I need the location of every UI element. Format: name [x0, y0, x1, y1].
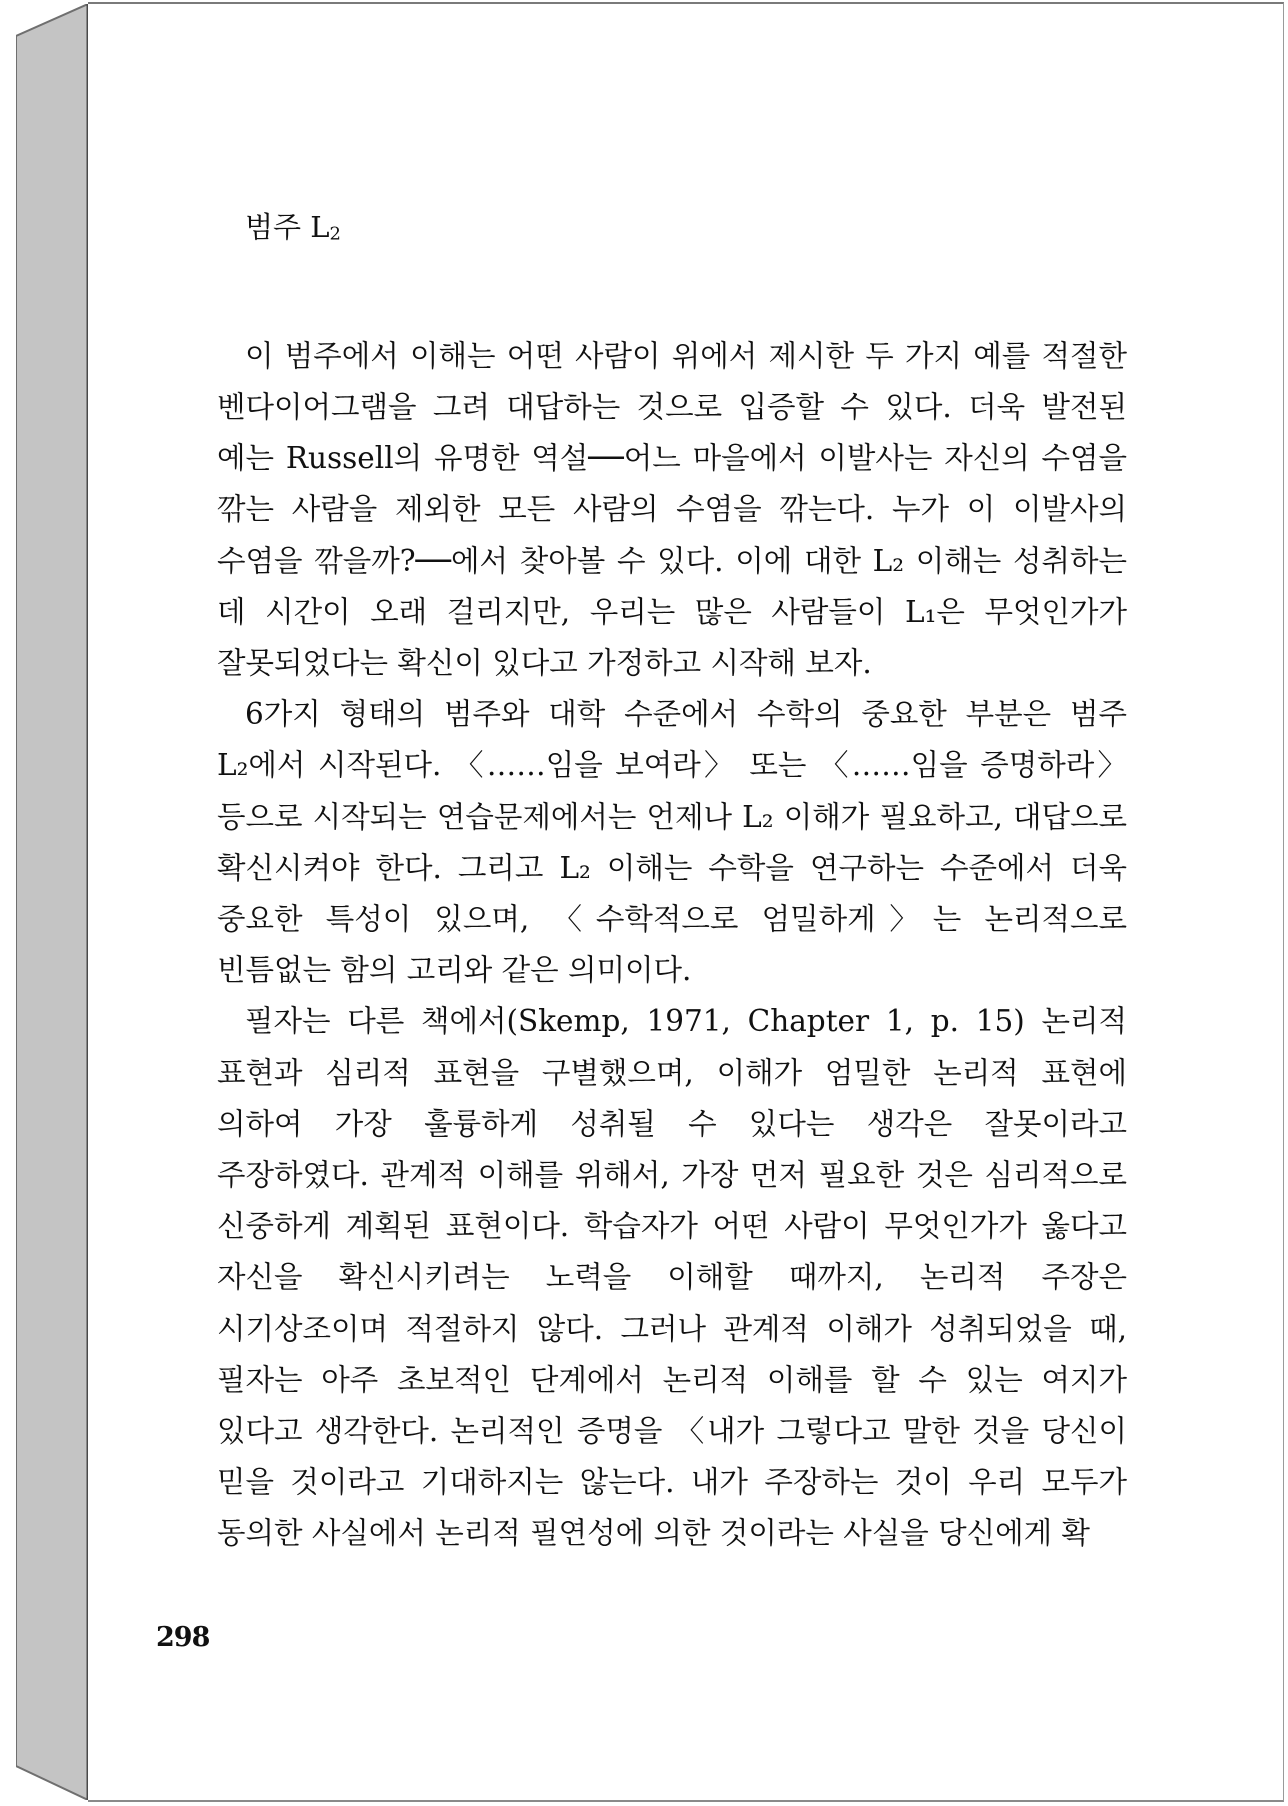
paragraph-3: 필자는 다른 책에서(Skemp, 1971, Chapter 1, p. 15) 논리적 표현과 심리적 표현을 구별했으며, 이해가 엄밀한 논리적 표현에 의하여 가장 훌륭하게 성취될 수 있다는 생각은 잘못이라고 주장하였다. 관계적 이해를 위해서, 가장 먼저 필요한 것은 심리적으로 신중하게 계획된 표현이다. 학습자가 어떤 사람이 무엇인가가 옳다고 자신을 확신시키려는 노력을 이해할 때까지, 논리적 주장은 시기상조이며 적절하지 않다. 그러나 관계적 이해가 성취되었을 때, 필자는 아주 초보적인 단계에서 논리적 이해를 할 수 있는 여지가 있다고 생각한다. 논리적인 증명을 〈내가 그렇다고 말한 것을 당신이 믿을 것이라고 기대하지는 않는다. 내가 주장하는 것이 우리 모두가 동의한 사실에서 논리적 필연성에 의한 것이라는 사실을 당신에게 확 — [217, 1004, 1127, 1551]
section-heading: 범주 $L_2$ — [245, 210, 341, 245]
book-page — [88, 2, 1284, 1802]
page-number: 298 — [156, 1622, 210, 1653]
paragraph-2: 6가지 형태의 범주와 대학 수준에서 수학의 중요한 부분은 범주 L₂에서 시작된다. 〈……임을 보여라〉 또는 〈……임을 증명하라〉 등으로 시작되는 연습문제에서는 언제나 L₂ 이해가 필요하고, 대답으로 확신시켜야 한다. 그리고 L₂ 이해는 수학을 연구하는 수준에서 더욱 중요한 특성이 있으며, 〈수학적으로 엄밀하게〉는 논리적으로 빈틈없는 함의 고리와 같은 의미이다. — [217, 697, 1127, 988]
book-spine-edge — [16, 4, 88, 1800]
page-content — [217, 210, 1127, 1560]
paragraph-1: 이 범주에서 이해는 어떤 사람이 위에서 제시한 두 가지 예를 적절한 벤다이어그램을 그려 대답하는 것으로 입증할 수 있다. 더욱 발전된 예는 Russell의 유명한 역설──어느 마을에서 이발사는 자신의 수염을 깎는 사람을 제외한 모든 사람의 수염을 깎는다. 누가 이 이발사의 수염을 깎을까?──에서 찾아볼 수 있다. 이에 대한 L₂ 이해는 성취하는 데 시간이 오래 걸리지만, 우리는 많은 사람들이 L₁은 무엇인가가 잘못되었다는 확신이 있다고 가정하고 시작해 보자. — [217, 338, 1127, 680]
